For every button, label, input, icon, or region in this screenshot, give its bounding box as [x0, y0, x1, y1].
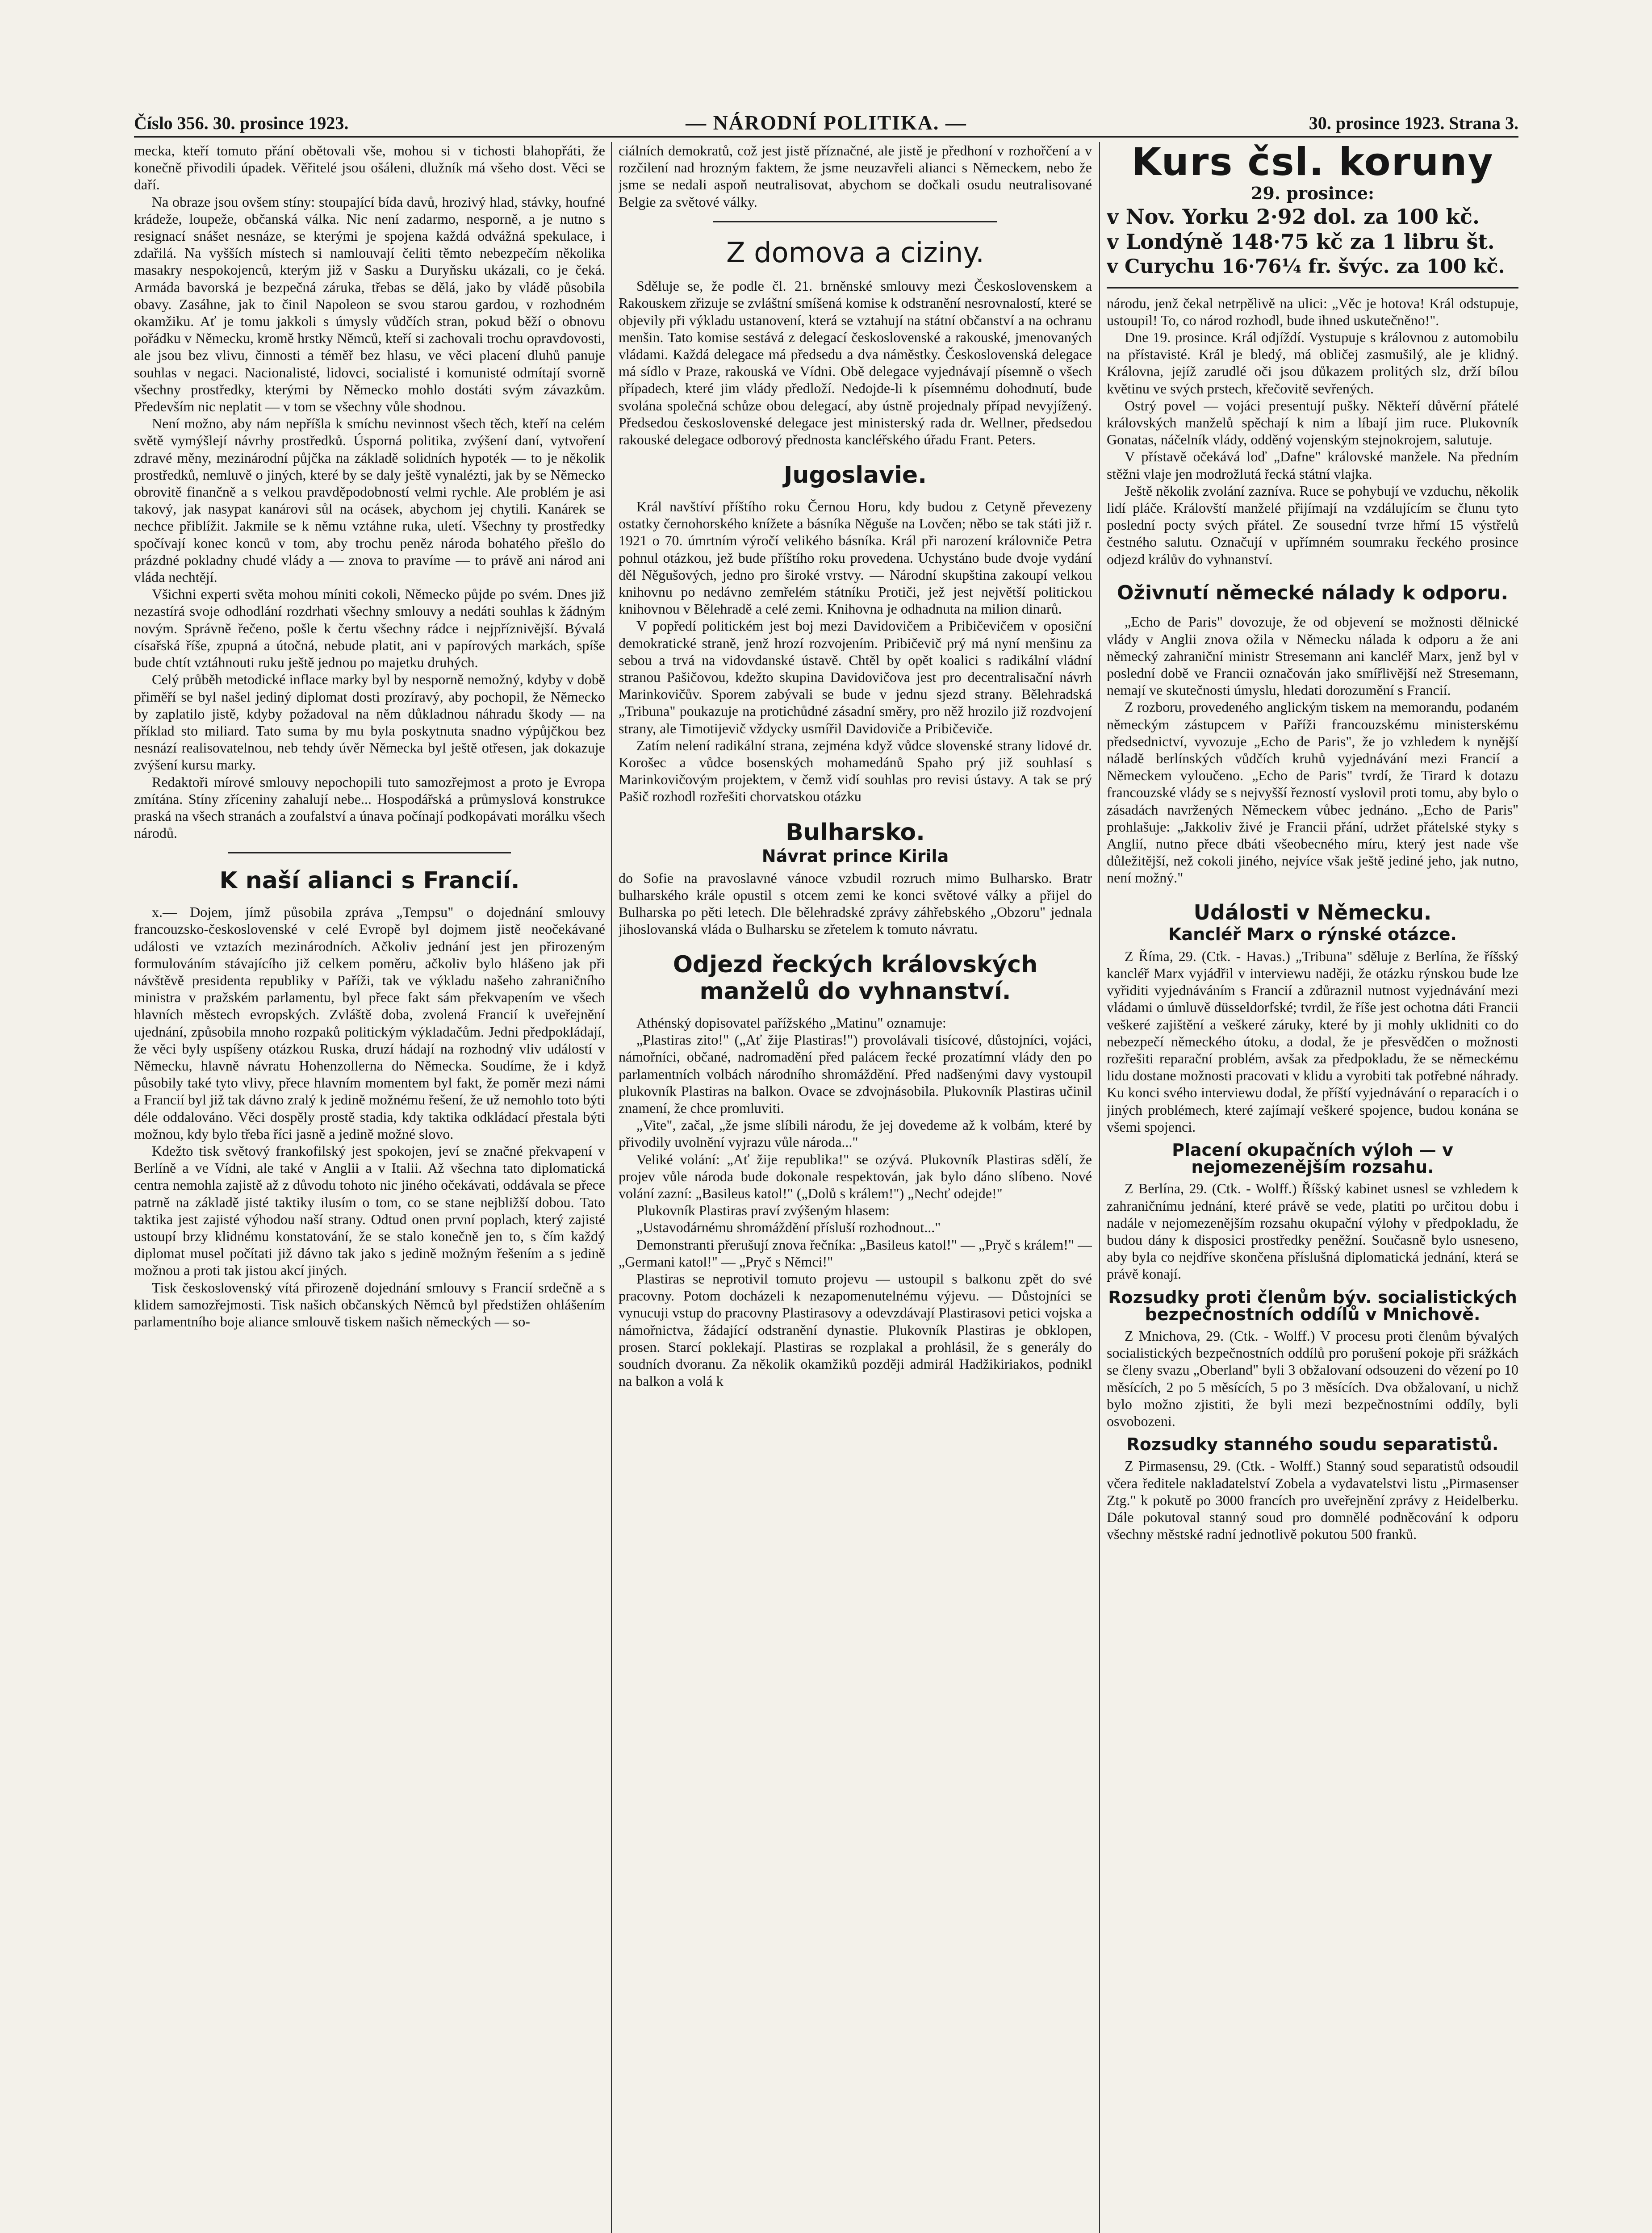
headline-jugoslavie: Jugoslavie. [784, 462, 927, 489]
article-paragraph: Plastiras se neprotivil tomuto projevu — ustoupil s balkonu zpět do své pracovny. Potom docházeli k nezapomenutelnému výjevu. — Důstojníci se vynucuji vstup do pracovny Plastirasovy a odevzdávají Plastirasovi petici vojska a námořnictva, žádající odstranění dynastie. Plukovník Plastiras je obklopen, prosen. Starcí poklekají. Plastiras se rozplakal a prohlásil, že s generály do soudních dvoranu. Za několik okamžiků později admirál Hadžikiriakos, podnikl na balkon a volá k [619, 1271, 1092, 1389]
headline-rozsudky-separatiste: Rozsudky stanného soudu separatistů. [1126, 1434, 1499, 1455]
column-1 [134, 142, 605, 2233]
article-paragraph: mecka, kteří tomuto přání obětovali vše, mohou si v tichosti blahopřáti, že konečně přivodili úpadek. Věřitelé jsou ošáleni, dlužník má všeho dost. Věci se daří. [134, 142, 605, 193]
currency-rate-date: 29. prosince: [1251, 183, 1375, 204]
masthead-title: — NÁRODNÍ POLITIKA. — [686, 111, 967, 134]
article-paragraph: „Echo de Paris" dovozuje, že od objevení se možnosti dělnické vlády v Anglii znova ožila v Německu nálada k odporu a že ani německý zahraniční ministr Stresemann ani kancléř Marx, jenž byl v poslední době ve Francii označován jako smířlivější než Stresemann, nemají ve skutečnosti úmyslu, hledati dorozumění s Francií. [1107, 614, 1518, 698]
article-paragraph: Z Mnichova, 29. (Ctk. - Wolff.) V procesu proti členům bývalých socialistických bezpečnostních oddílů pro porušení pokoje při srážkách se členy svazu „Oberland" byli 3 obžalovaní odsouzeni do vězení po 10 měsících, 2 po 5 měsících, 5 po 3 měsících. Dva obžalovaní, u nichž bylo možno zjistiti, že byli mezi bezpečnostními oddíly, byli osvobozeni. [1107, 1327, 1518, 1429]
header-rule [134, 136, 1518, 138]
article-paragraph: do Sofie na pravoslavné vánoce vzbudil rozruch mimo Bulharsko. Bratr bulharského krále opustil s otcem zemi ke konci světové války a přijel do Bulharska po pěti letech. Dle bělehradské zprávy záhřebského „Obzoru" jednala jihoslovanská vláda o Bulharsku se zřetelem k tomuto návratu. [619, 870, 1092, 937]
article-paragraph: Plukovník Plastiras praví zvýšeným hlasem: [636, 1202, 890, 1219]
issue-number: Číslo 356. 30. prosince 1923. [134, 113, 349, 133]
article-paragraph: Athénský dopisovatel pařížského „Matinu" oznamuje: [636, 1015, 946, 1031]
article-paragraph: Ještě několik zvolání zazníva. Ruce se pohybují ve vzduchu, několik lidí pláče. Královští manželé přijímají na vzdálujícím se člunu tyto poslední pocty svých přátel. Ze sousední tvrze hřmí 15 výstřelů čestného salutu. Označují v upřímném soumraku řeckého prosince odjezd králův do vyhnanství. [1107, 482, 1518, 567]
article-paragraph: Zatím nelení radikální strana, zejména když vůdce slovenské strany lidové dr. Korošec a vůdce bosenských mohamedánů Spaho prý již souhlasí s Marinkovičovým projektem, v čemž vidí souhlas pro revisi ústavy. A tak se prý Pašič rozhodl rozřešiti chorvatskou otázku [619, 737, 1092, 805]
column-2 [619, 142, 1092, 2233]
subheadline-kancler: Kancléř Marx o rýnské otázce. [1168, 924, 1457, 945]
article-paragraph: Není možno, aby nám nepříšla k smíchu nevinnost všech těch, kteří na celém světě vymýšlejí návrhy prostředků. Úsporná politika, zvýšení daní, vytvoření zdravé měny, mezinárodní půjčka na základě solidních hypoték — to je několik prostředků, nemluvě o jiných, které by se daly ještě vynalézti, jak by se Německo obrovitě finančně a s velkou pravděpodobností velmi rychle. Ale problém je asi takový, jak nasypat kanárovi sůl na ocásek, abychom jej chytili. Kanárek se nechce přiblížit. Jakmile se k němu vztáhne ruka, uletí. Všechny ty prostředky spočívají konec konců v tom, aby trochu peněz národa bohatého přešlo do prázdné pokladny chudé vlády a — znova to pravíme — to právě ani národ ani vláda nechtějí. [134, 415, 605, 585]
article-paragraph: Ostrý povel — vojáci presentují pušky. Někteří důvěrní přátelé královských manželů spěchají k nim a líbají jim ruce. Plukovník Gonatas, náčelník vlády, odděný vojenským stejnokrojem, salutuje. [1107, 397, 1518, 448]
section-rule [228, 852, 511, 853]
column-divider [611, 142, 612, 2233]
article-paragraph: V popředí politickém jest boj mezi Davidovičem a Pribičevičem v oposiční demokratické straně, jenž hrozí rozvojením. Pribičevič prý má nyní menšinu za sebou a trvá na vidovdanské ústavě. Chtěl by opět koalici s radikální vládní stranou Pašičovou, kdežto skupina Davidovičova jest pro decentralisační návrh Marinkovičův. Sporem zabývali se bude v jednu sjezd strany. Bělehradská „Tribuna" poukazuje na protichůdné zásadní směry, pro něž hrozilo již rozdvojení strany, ale Timotijevič vždycky usmířil Davidoviče a Pribičeviče. [619, 618, 1092, 736]
article-paragraph: V přístavě očekává loď „Dafne" královské manžele. Na předním stěžni vlaje jen modrožlutá řecká státní vlajka. [1107, 448, 1518, 482]
article-paragraph: Z Říma, 29. (Ctk. - Havas.) „Tribuna" sděluje z Berlína, že říšský kancléř Marx vyjádřil v interviewu naději, že otázku rýnskou bude lze vyřiditi vyjednáváním s Francií a zdůraznil nutnost vyjednávání mezi vládami o úmluvě düsseldorfské; tvrdil, že říše jest ochotna dáti Francii veškeré zajištění a veškeré záruky, které by ji mohly uklidniti co do nebezpečí německého útoku, a dodal, že je přesvědčen o možnosti rozřešiti reparační problém, avšak za předpokladu, že se německému lidu dostane možnosti pracovati v klidu a vyrobiti tak potřebné náhrady. Ku konci svého interviewu dodal, že příští vyjednávání o reparacích i o jiných problémech, které zajímají veškeré spojence, budou konána se všemi spojenci. [1107, 948, 1518, 1135]
column-3 [1107, 142, 1518, 2233]
headline-aliance: K naší alianci s Francií. [219, 867, 520, 895]
article-paragraph: „Plastiras zito!" („Ať žije Plastiras!") provolávali tisícové, důstojníci, vojáci, námořníci, občané, nadromadění před palácem řecké prozatímní vlády den po parlamentních volbách národního shromáždění. Před nadšenými davy vystoupil plukovník Plastiras na balkon. Ovace se zdvojnásobila. Plukovník Plastiras učinil znamení, že chce promluviti. [619, 1032, 1092, 1116]
article-paragraph: ciálních demokratů, což jest jistě příznačné, ale jistě je předhoní v rozhořčení a v rozčilení nad hrozným faktem, že jsme neuzavřeli alianci s Německem, nebo že jsme se nedali aspoň neutralisovat, abychom se dočkali osudu neutralisované Belgie za světové války. [619, 142, 1092, 210]
article-paragraph: „Vite", začal, „že jsme slíbili národu, že jej dovedeme až k volbám, které by přivodily uvolnění vyjrazu vůle národa..." [619, 1117, 1092, 1150]
rate-london: v Londýně 148·75 kč za 1 libru št. [1107, 229, 1495, 254]
article-paragraph: národu, jenž čekal netrpělivě na ulici: „Věc je hotova! Král odstupuje, ustoupil! To, co národ rozhodl, bude ihned uskutečněno!". [1107, 295, 1518, 328]
headline-oziveni: Oživnutí německé nálady k odporu. [1117, 581, 1509, 604]
section-rule [713, 221, 997, 222]
rate-new-york: v Nov. Yorku 2·92 dol. za 100 kč. [1107, 204, 1480, 229]
subheadline-kiril: Návrat prince Kirila [761, 846, 949, 866]
headline-rozsudky-socialiste: Rozsudky proti členům býv. socialistických bezpečnostních oddílů v Mnichově. [1108, 1287, 1517, 1324]
article-paragraph: Tisk československý vítá přirozeně dojednání smlouvy s Francií srdečně a s klidem samozřejmosti. Tisk našich občanských Němců byl předstižen ohlášením parlamentního boje aliance smlouvě tiskem našich německých — so- [134, 1279, 605, 1330]
article-paragraph: Z Berlína, 29. (Ctk. - Wolff.) Říšský kabinet usnesl se vzhledem k zahraničnímu jednání, které právě se vede, platiti po určitou dobu i nadále v nejomezenějším rozsahu okupační výlohy v předpokladu, že budou dány k disposici prostředky peněžní. Současně bylo usneseno, aby byla co nejdříve skončena příslušná diplomatická jednání, která se právě konají. [1107, 1180, 1518, 1282]
article-paragraph: Redaktoři mírové smlouvy nepochopili tuto samozřejmost a proto je Evropa zmítána. Stíny zříceniny zahalují nebe... Hospodářská a průmyslová konstrukce praská na všech stranách a zoufalství a únava počínají podkopávati morálku všech národů. [134, 774, 605, 841]
headline-placeni: Placení okupačních výloh — v nejomezenějším rozsahu. [1172, 1140, 1453, 1177]
article-paragraph: Celý průběh metodické inflace marky byl by nesporně nemožný, kdyby v době přiměří se byl našel jediný diplomat dosti prozíravý, aby pochopil, že Německo by zaplatilo jistě, kdyby požadoval na něm důkladnou náhradu škody — na příklad sto miliard. Tato suma by mu byla poskytnuta snadno výpůjčkou bez nesnází realisovatelnou, neb tehdy úvěr Německa byl ještě otřesen, jak dokazuje zvýšení kursu marky. [134, 671, 605, 773]
page-header [134, 107, 1518, 138]
headline-odjezd: Odjezd řeckých královských manželů do vyhnanství. [673, 951, 1038, 1005]
article-paragraph: Kdežto tisk světový frankofilský jest spokojen, jeví se značné překvapení v Berlíně a ve Vídni, ale také v Anglii a v Italii. Až všechna tato diplomatická centra nemohla zajistě až z důvodu tohoto nic jiného očekávati, oddávala se přece patrně na základě jisté taktiky ilusím o tom, co se stane nejbližší dobou. Tato taktika jest zajisté výhodou naší strany. Odtud onen první poplach, který zajisté ustoupí brzy klidnému konstatování, že se stalo konečně jen to, s čím každý diplomat musel počítati již dávno tak jako s jedině možným řešením a s jedině možnou a proti tak jistou akcí jiných. [134, 1142, 605, 1279]
rate-zurich: v Curychu 16·76¼ fr. švýc. za 100 kč. [1107, 255, 1505, 278]
article-paragraph: Dne 19. prosince. Král odjíždí. Vystupuje s královnou z automobilu na přístavisté. Král je bledý, má obličej zasmušilý, ale je klidný. Královna, jejíž zarudlé oči jsou důkazem prolitých slz, drží bílou květinu ve svých prstech, křečovitě sevřených. [1107, 329, 1518, 397]
article-paragraph: Z rozboru, provedeného anglickým tiskem na memorandu, podaném německým zástupcem v Paříži francouzskému ministerskému předsednictví, vyvozuje „Echo de Paris", že jo vzhledem k nynější náladě berlínských vůdčích kruhů vyjednávání mezi Francií a Německem vyloučeno. „Echo de Paris" tvrdí, že Tirard k dotazu francouzské vlády se s nejvyšší řezností vyslovil proti tomu, aby bylo o zásadách navržených Německem vůbec jednáno. „Echo de Paris" prohlašuje: „Jakkoliv živé je Francii přání, udržet přátelské styky s Anglií, nutno přece dbáti všeobecného míru, který jest nade vše důležitější, než cokoli jiného, nejvíce však ještě jediné jeho, jak nutno, není možný." [1107, 699, 1518, 886]
article-paragraph: Veliké volání: „Ať žije republika!" se ozývá. Plukovník Plastiras sdělí, že projev vůle národa bude dokonale respektován, jak bylo dáno slíbeno. Nové volání zazní: „Basileus katol!" („Dolů s králem!") „Nechť odejde!" [619, 1151, 1092, 1202]
currency-rate-box [1107, 142, 1518, 289]
headline-bulharsko: Bulharsko. [786, 819, 925, 846]
article-paragraph: Z Pirmasensu, 29. (Ctk. - Wolff.) Stanný soud separatistů odsoudil včera ředitele nakladatelství Zobela a vydavatelstvi listu „Pirmasenser Ztg." k pokutě po 3000 francích pro uveřejnění zprávy z Heidelberku. Dále pokutoval stanný soud pro domnělé podněcování k odporu všechny městské radní jednotlivě pokutou 500 franků. [1107, 1458, 1518, 1543]
page-number: 30. prosince 1923. Strana 3. [1309, 113, 1518, 133]
article-paragraph: x.— Dojem, jímž působila zpráva „Tempsu" o dojednání smlouvy francouzsko-československé v celé Evropě byl dojmem jistě neočekávané události ve vztazích mezinárodních. Ačkoliv jednání jest jen přirozeným formulováním stávajícího již celkem poměru, ačkoliv bylo hlášeno jak při návštěvě presidenta republiky v Paříži, tak ve výkladu našeho zahraničního ministra v pražském parlamentu, byl přece fakt sám překvapením ve všech hlavních městech evropských. Zvláště doba, zvolená Francií k uveřejnění ujednání, způsobila mnoho rozpaků politickým výkladačům. Jedni předpokládají, že věci byly uspíšeny otázkou Ruska, druzí hádají na rozhodný vliv událostí v Německu, hlavně návratu Hohenzollerna do Německa. Soudíme, že i když působily také tyto vlivy, přece hlavním momentem byl fakt, že poměr mezi námi a Francií byl již tak dávno zralý k jedině možnému řešení, že už nemohlo toto býti déle oddalováno. Věci dospěly prostě stadia, kdy taktika odkládací přestala býti možnou, kdy bylo třeba říci jasně a jedině možné slovo. [134, 904, 605, 1142]
headline-domova: Z domova a ciziny. [726, 236, 984, 269]
column-divider [1099, 142, 1100, 2233]
currency-rate-title: Kurs čsl. koruny [1131, 142, 1494, 184]
article-paragraph: Sděluje se, že podle čl. 21. brněnské smlouvy mezi Československem a Rakouskem zřizuje se zvláštní smíšená komise k odstranění nesrovnalostí, které se objevily při výkladu ustanovení, která se vztahují na státní občanství a na ochranu menšin. Tato komise sestává z delegací československé a rakouské, jmenovaných vládami. Každá delegace má předsedu a dva náměstky. Československá delegace má sídlo v Praze, rakouská ve Vídni. Obě delegace vyjednávají písemně o všech případech, které jim vlády předloží. Nedojde-li k písemnému dohodnutí, bude svolána společná schůze obou delegací, aby ústně projednaly případ nevyjížený. Předsedou československé delegace jest ministerský rada dr. Wellner, předsedou rakouské delegace odborový přednosta kancléřského úřadu Frant. Peters. [619, 278, 1092, 447]
article-paragraph: Král navštíví příštího roku Černou Horu, kdy budou z Cetyně převezeny ostatky černohorského knížete a básníka Něguše na Lovčen; něbo se tak státi již r. 1921 o 70. úmrtním výročí velikého básníka. Král při narození královniče Petra pohnul otázkou, jež bude příštího roku provedena. Uchystáno bude dvoje vydání děl Něgušových, jedno pro široké vrstvy. — Národní skupština zakoupí velkou knihovnu po nedávno zemřelém státníku Protiči, jež jest největší politickou knihovnou v Bělehradě a celé zemi. Knihovna je odhadnuta na milion dinarů. [619, 498, 1092, 617]
article-paragraph: „Ustavodárnému shromáždění přísluší rozhodnout..." [636, 1219, 941, 1236]
headline-udalosti: Události v Německu. [1193, 900, 1432, 924]
article-paragraph: Na obraze jsou ovšem stíny: stoupající bída davů, hrozivý hlad, stávky, houfné krádeže, loupeže, občanská válka. Nic není zadarmo, nesporně, a je nutno s resignací snášet nesnáze, se kterými je spojena každá odvážná spekulace, i zdařilá. Na vyšších místech si namlouvají čeliti těmto nebezpečím několika masakry nespokojenců, kterým již v Sasku a Duryňsku ukázali, co je čeká. Armáda bavorská je bezpečná záruka, třebas se dělá, jako by vládě působila obavy. Zasáhne, jak to činil Napoleon se svou starou gardou, v rozhodném okamžiku. Ať je tomu jakkoli s úmysly vůdčích stran, pokud běží o obnovu pořádku v Německu, kromě hrstky Němců, kteří si zachovali trochu opravdovosti, ale jsou bez vlivu, činnosti a téměř bez hlasu, ve věci placení dluhů panuje souhlas v negaci. Nacionalisté, lidovci, socialisté i komunisté odmítají svorně všechny prostředky, kterými by Německo mohlo dostáti svým závazkům. Především nic neplatit — v tom se všechny vůle shodnou. [134, 193, 605, 415]
article-paragraph: Demonstranti přerušují znova řečníka: „Basileus katol!" — „Pryč s králem!" — „Germani katol!" — „Pryč s Němci!" [619, 1236, 1092, 1270]
article-paragraph: Všichni experti světa mohou míniti cokoli, Německo půjde po svém. Dnes již nezastírá svoje odhodlání rozdrhati všechny smlouvy a nedáti souhlas k žádným novým. Správně řečeno, pošle k čertu všechny rádce i nejpříznivější. Bývalá císařská říše, zpupná a útočná, nebude platit, ani v papírových markách, spíše bude chtít vztáhnouti ruku ještě jednou po majetku druhých. [134, 586, 605, 671]
